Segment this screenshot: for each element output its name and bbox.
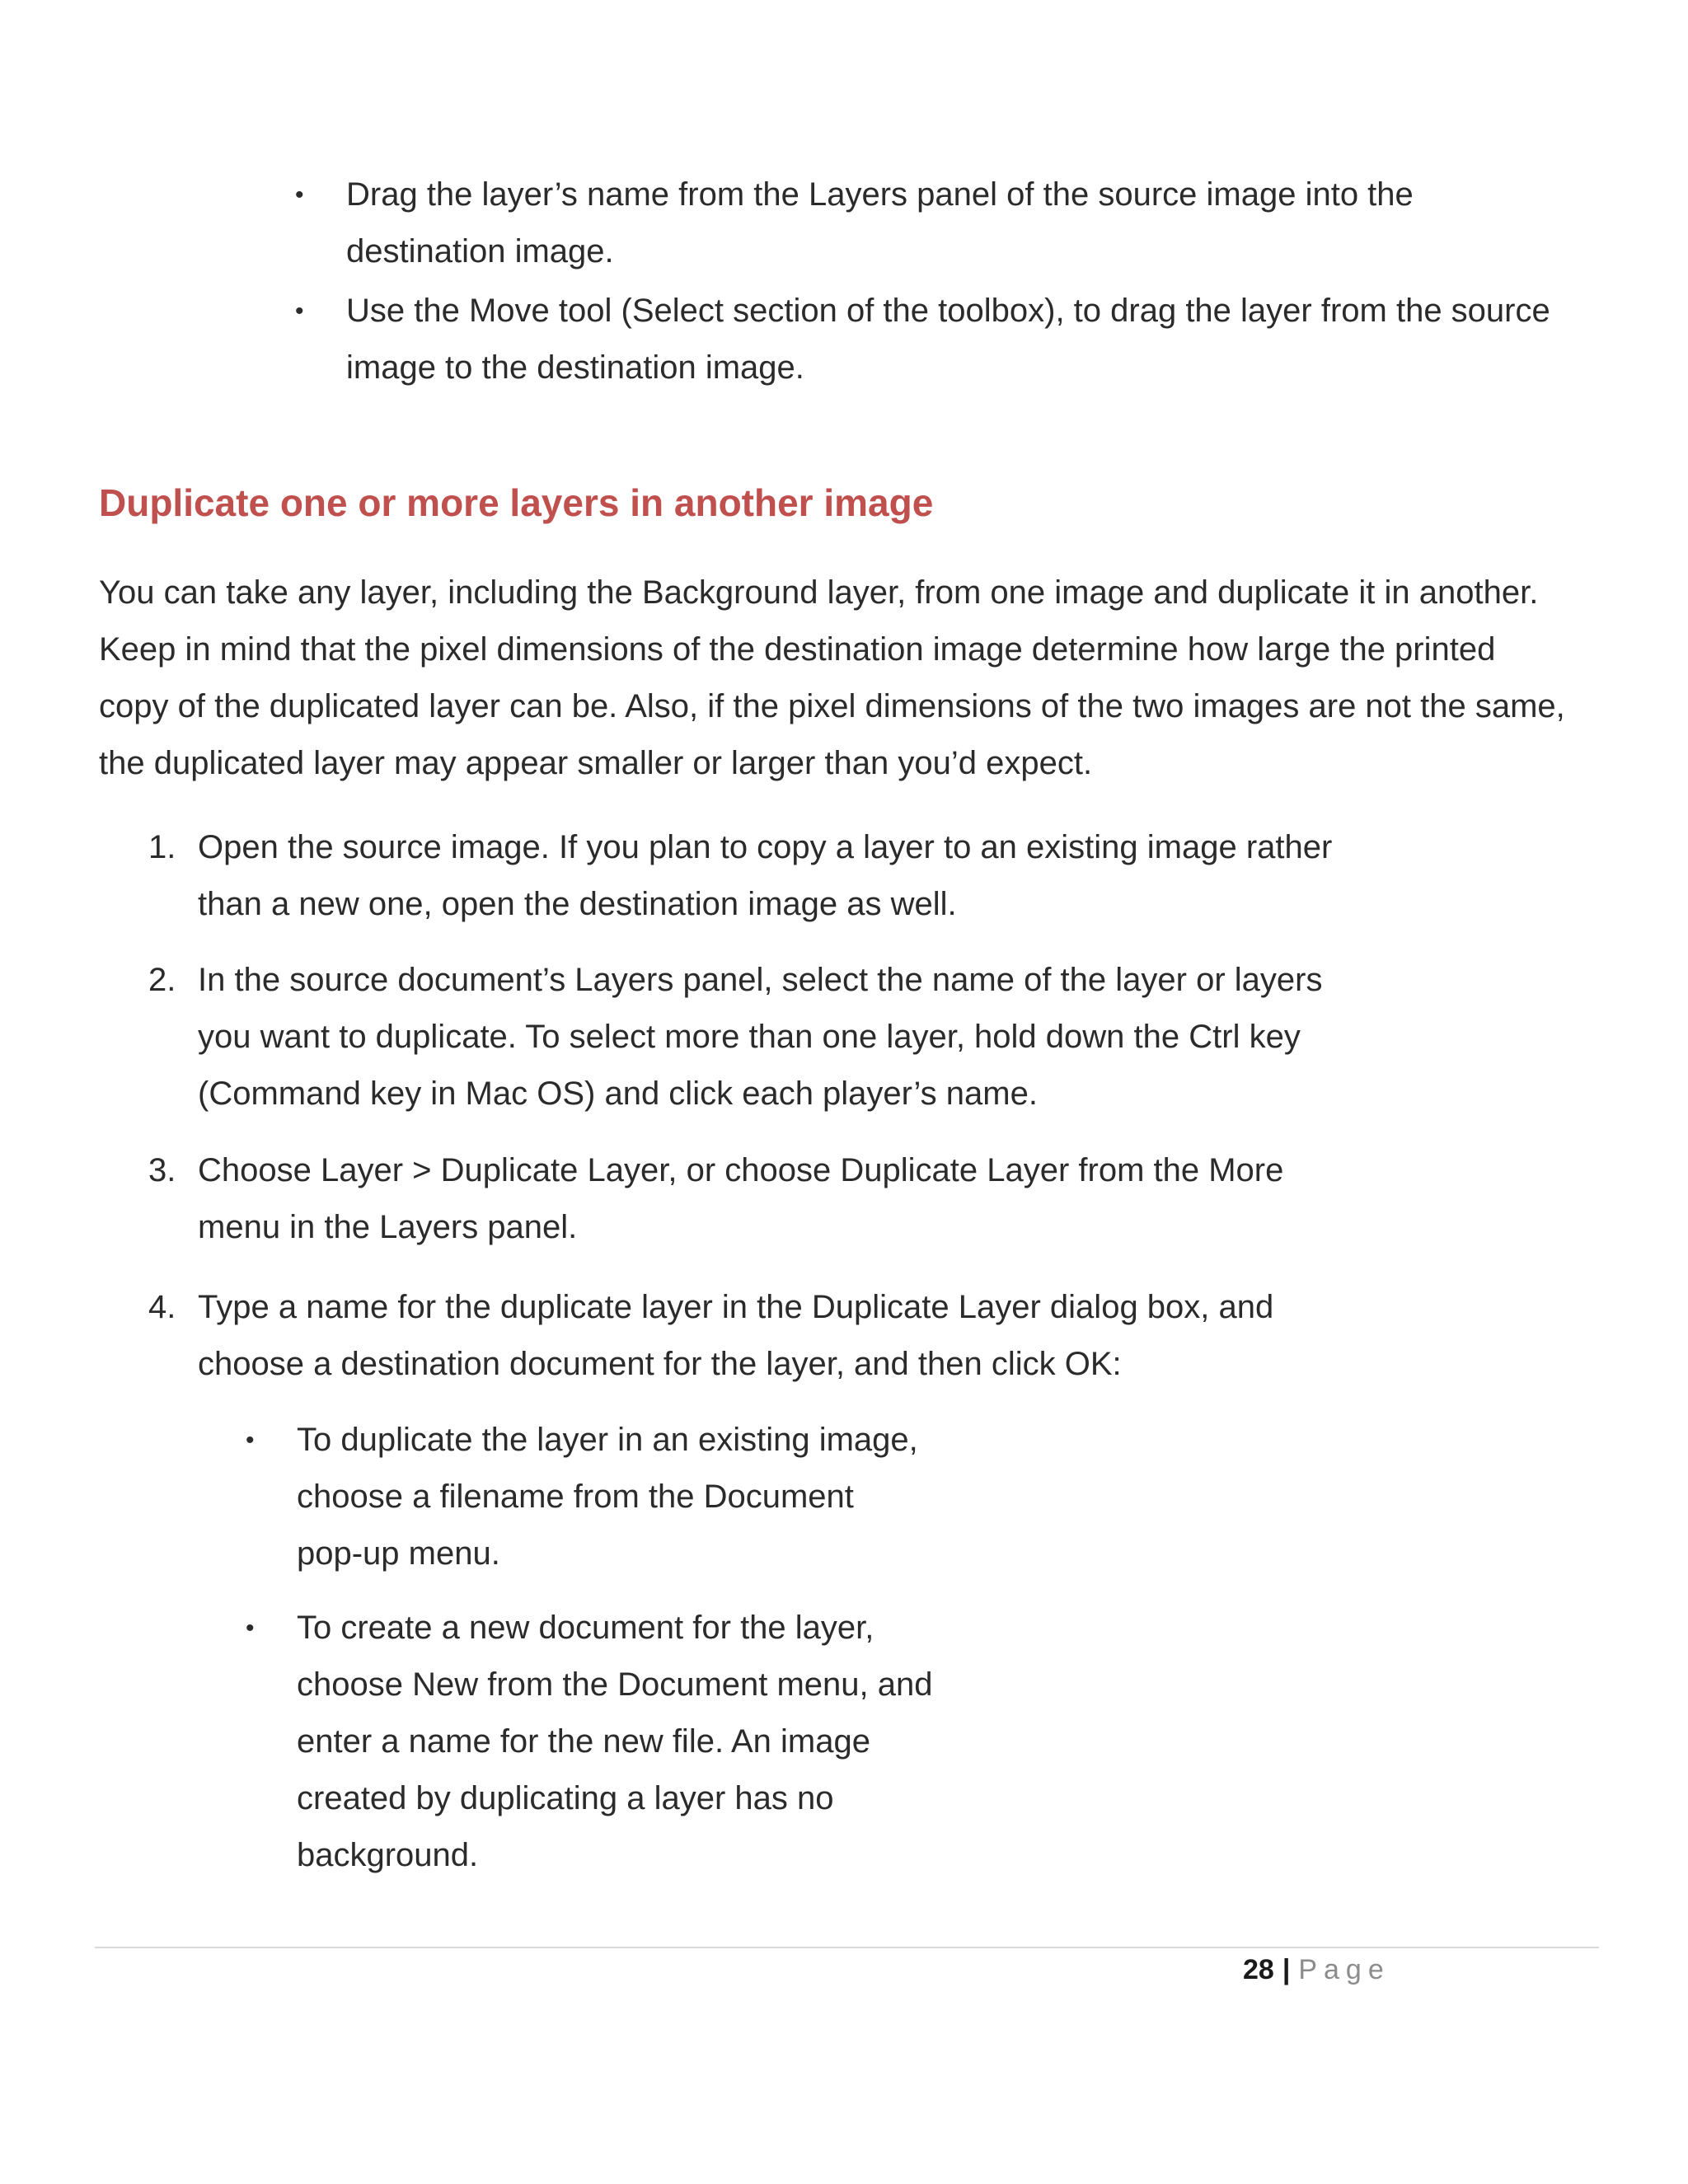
sub-bullet-text-line: background. — [297, 1837, 479, 1873]
section-heading: Duplicate one or more layers in another image — [99, 481, 934, 524]
step-number: 1. — [148, 829, 176, 865]
step-text-line: In the source document’s Layers panel, select the name of the layer or layers — [198, 962, 1323, 998]
sub-bullet-text-line: pop-up menu. — [297, 1535, 500, 1572]
step-text-line: Type a name for the duplicate layer in the Duplicate Layer dialog box, and — [198, 1289, 1274, 1325]
step-text-line: choose a destination document for the layer, and then click OK: — [198, 1346, 1122, 1382]
step-text-line: you want to duplicate. To select more than one layer, hold down the Ctrl key — [198, 1019, 1301, 1055]
footer-divider — [95, 1947, 1599, 1948]
sub-bullet-text-line: choose a filename from the Document — [297, 1479, 854, 1515]
page-footer — [1243, 1952, 1390, 1988]
step-number: 2. — [148, 962, 176, 998]
step-text-line: than a new one, open the destination image as well. — [198, 886, 957, 922]
paragraph-line: the duplicated layer may appear smaller or larger than you’d expect. — [99, 745, 1093, 781]
paragraph-line: Keep in mind that the pixel dimensions of the destination image determine how large the printed — [99, 631, 1496, 668]
bullet-marker: • — [295, 298, 304, 325]
bullet-marker: • — [295, 181, 304, 209]
sub-bullet-text-line: To create a new document for the layer, — [297, 1610, 874, 1646]
sub-bullet-text-line: created by duplicating a layer has no — [297, 1780, 834, 1816]
footer-separator: | — [1282, 1954, 1291, 1985]
step-text-line: Choose Layer > Duplicate Layer, or choose Duplicate Layer from the More — [198, 1152, 1284, 1188]
bullet-text-line: destination image. — [346, 233, 614, 269]
sub-bullet-text-line: enter a name for the new file. An image — [297, 1723, 870, 1760]
step-text-line: (Command key in Mac OS) and click each player’s name. — [198, 1076, 1038, 1112]
step-number: 4. — [148, 1289, 176, 1325]
page-label: Page — [1298, 1954, 1390, 1985]
bullet-marker: • — [246, 1615, 255, 1642]
step-text-line: menu in the Layers panel. — [198, 1209, 578, 1245]
sub-bullet-text-line: To duplicate the layer in an existing image, — [297, 1422, 918, 1458]
page-number: 28 — [1243, 1954, 1274, 1985]
bullet-marker: • — [246, 1427, 255, 1454]
paragraph-line: You can take any layer, including the Background layer, from one image and duplicate it in another. — [99, 574, 1539, 611]
paragraph-line: copy of the duplicated layer can be. Also, if the pixel dimensions of the two images are not the same, — [99, 688, 1565, 724]
sub-bullet-text-line: choose New from the Document menu, and — [297, 1666, 933, 1703]
bullet-text-line: Use the Move tool (Select section of the toolbox), to drag the layer from the source — [346, 293, 1550, 329]
bullet-text-line: Drag the layer’s name from the Layers panel of the source image into the — [346, 176, 1414, 213]
bullet-text-line: image to the destination image. — [346, 349, 804, 386]
step-text-line: Open the source image. If you plan to copy a layer to an existing image rather — [198, 829, 1333, 865]
step-number: 3. — [148, 1152, 176, 1188]
